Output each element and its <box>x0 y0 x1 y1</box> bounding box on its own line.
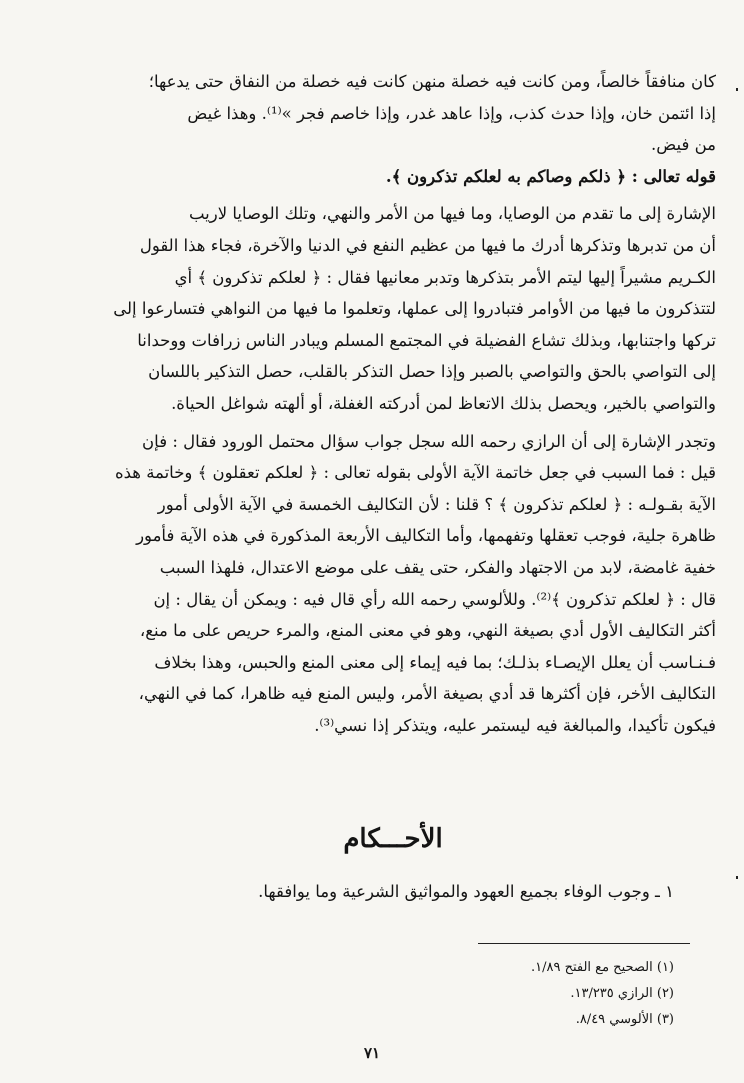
text-line: قيل : فما السبب في جعل خاتمة الآية الأولى بقوله تعالى : ﴿ لعلكم تعقلون ﴾ وخاتمة هذه <box>114 463 716 483</box>
text-line: قال : ﴿ لعلكم تذكرون ﴾⁽²⁾. وللألوسي رحمه الله رأي قال فيه : ويمكن أن يقال : إن <box>153 589 716 609</box>
text-line: قوله تعالى : ﴿ ذلكم وصاكم به لعلكم تذكرون ﴾. <box>385 166 716 186</box>
text-line: الكـريم مشيراً إليها ليتم الأمر بتذكرها وتدبر معانيها فقال : ﴿ لعلكم تذكرون ﴾ أي <box>174 267 716 287</box>
page-number: ٧١ <box>363 1044 381 1062</box>
footnote-3: (٣) الألوسي ٨/٤٩. <box>575 1012 674 1027</box>
text-line: تركها واجتنابها، وبذلك تشاع الفضيلة في المجتمع المسلم ويبادر الناس زرافات ووحدانا <box>137 330 716 350</box>
verse-heading <box>70 161 716 193</box>
paragraph-razi-alusi <box>70 426 716 742</box>
margin-mark <box>736 88 738 91</box>
text-line: وتجدر الإشارة إلى أن الرازي رحمه الله سجل جواب سؤال محتمل الورود فقال : فإن <box>142 431 716 451</box>
section-heading: الأحـــكام <box>343 824 443 854</box>
text-line: لتتذكرون ما فيها من الأوامر فتبادروا إلى عملها، وتعلموا ما فيها من النواهي فتسارعوا إلى <box>113 299 716 319</box>
paragraph-explanation <box>70 198 716 419</box>
text-line: كان منافقاً خالصاً، ومن كانت فيه خصلة منهن كانت فيه خصلة من النفاق حتى يدعها؛ <box>148 72 716 91</box>
text-line: التكاليف الأخر، فإن أكثرها قد أدي بصيغة الأمر، وليس المنع فيه ظاهرا، كما في النهي، <box>138 684 716 704</box>
text-line: الآية بقـولـه : ﴿ لعلكم تذكرون ﴾ ؟ قلنا : لأن التكاليف الخمسة في الآية الأولى أمور <box>157 494 716 514</box>
ruling-item: ١ ـ وجوب الوفاء بجميع العهود والمواثيق الشرعية وما يوافقها. <box>258 882 674 901</box>
paragraph-hadith-end <box>70 66 716 161</box>
footnote-2: (٢) الرازي ١٣/٢٣٥. <box>570 986 674 1001</box>
body-text <box>70 66 716 741</box>
text-line: فـنـاسب أن يعلل الإيصـاء بذلـك؛ بما فيه إيماء إلى معنى المنع والحبس، وهذا بخلاف <box>154 652 716 672</box>
text-line: ظاهرة جلية، فوجب تعقلها وتفهمها، وأما التكاليف الأربعة المذكورة في هذه الآية فأمور <box>136 526 716 546</box>
text-line: من فيض. <box>651 135 716 155</box>
text-line: أكثر التكاليف الأول أدي بصيغة النهي، وهو في معنى المنع، والمرء حريص على ما منع، <box>139 621 716 641</box>
text-line: إذا ائتمن خان، وإذا حدث كذب، وإذا عاهد غدر، وإذا خاصم فجر »⁽¹⁾. وهذا غيض <box>187 103 716 123</box>
text-line: خفية غامضة، لابد من الاجتهاد والفكر، حتى يقف على موضع الاعتدال، فلهذا السبب <box>159 557 716 577</box>
text-line: فيكون تأكيدا، والمبالغة فيه ليستمر عليه، ويتذكر إذا نسي⁽³⁾. <box>314 715 716 735</box>
margin-mark <box>736 876 738 879</box>
text-line: والتواصي بالخير، ويحصل بذلك الاتعاظ لمن أدركته الغفلة، أو ألهته شواغل الحياة. <box>171 393 716 413</box>
text-line: الإشارة إلى ما تقدم من الوصايا، وما فيها من الأمر والنهي، وتلك الوصايا لاريب <box>188 204 716 224</box>
footnote-1: (١) الصحيح مع الفتح ١/٨٩. <box>530 960 674 975</box>
text-line: أن من تدبرها وتذكرها أدرك ما فيها من عظيم النفع في الدنيا والآخرة، فجاء هذا القول <box>139 235 716 255</box>
footnote-divider <box>478 943 690 944</box>
text-line: إلى التواصي بالحق والتواصي بالصبر وإذا حصل التذكر بالقلب، حصل التذكير باللسان <box>148 362 716 382</box>
